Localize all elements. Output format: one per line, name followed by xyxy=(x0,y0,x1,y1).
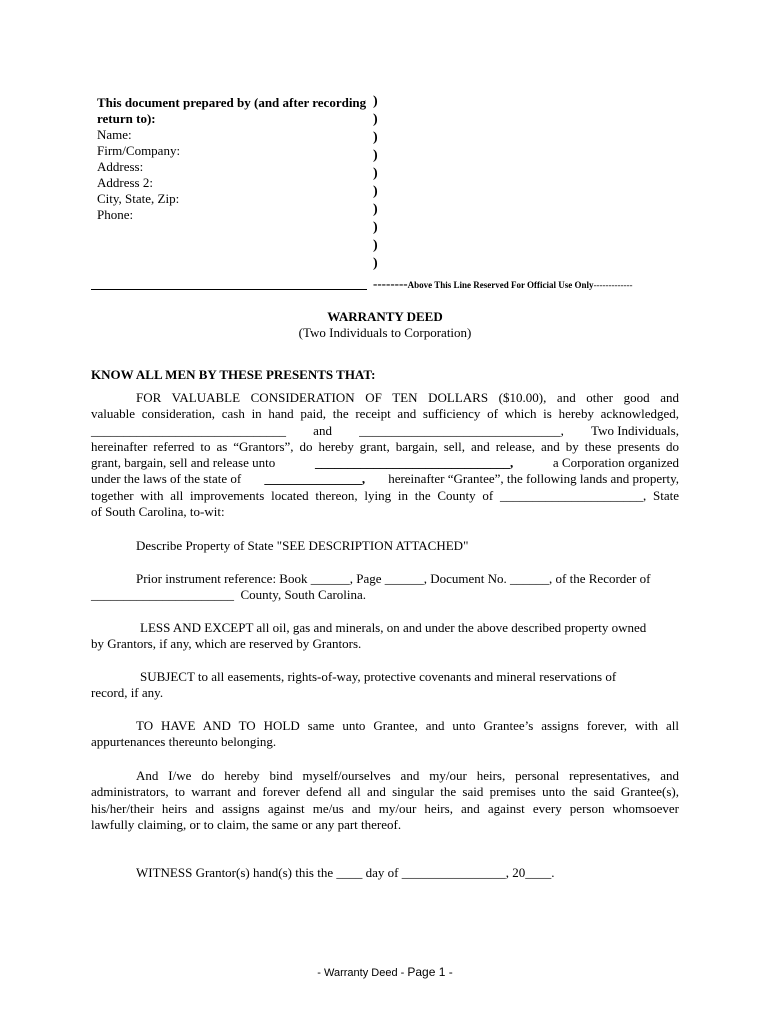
paren-mark: ) xyxy=(373,112,378,127)
witness-line: WITNESS Grantor(s) hand(s) this the ____ day of ________________, 20____. xyxy=(136,865,555,880)
paragraph-line xyxy=(91,423,679,439)
paragraph-line: his/her/their heirs and assigns against me/us and my/our heirs, and against every person whomsoever xyxy=(91,800,679,816)
grantor-2-blank: _______________________________, xyxy=(359,422,564,438)
name-field-label: Name: xyxy=(97,127,132,142)
recording-divider-line xyxy=(91,289,367,290)
consideration-paragraph xyxy=(91,390,679,520)
city-state-zip-field-label: City, State, Zip: xyxy=(97,191,180,206)
and-connector: and xyxy=(313,422,332,438)
prior-instrument-line: Prior instrument reference: Book ______, Page ______, Document No. ______, of the Recorder of xyxy=(136,571,651,586)
grantee-definition-text: hereinafter “Grantee”, the following lands and property, xyxy=(388,471,679,487)
paragraph-line: appurtenances thereunto belonging. xyxy=(91,734,277,750)
grantor-1-blank: ______________________________ xyxy=(91,422,286,438)
phone-field-label: Phone: xyxy=(97,207,134,222)
grant-unto-text: grant, bargain, sell and release unto xyxy=(91,455,276,471)
paragraph-line: FOR VALUABLE CONSIDERATION OF TEN DOLLARS ($10.00), and other good and xyxy=(136,390,679,405)
property-description: Describe Property of State "SEE DESCRIPTION ATTACHED" xyxy=(136,538,469,553)
warranty-paragraph xyxy=(91,768,679,833)
intro-heading: KNOW ALL MEN BY THESE PRESENTS THAT: xyxy=(91,367,376,382)
paren-mark: ) xyxy=(373,184,378,199)
paren-mark: ) xyxy=(373,166,378,181)
paragraph-line xyxy=(91,455,679,471)
paren-mark: ) xyxy=(373,94,378,109)
corporation-organized-text: a Corporation organized xyxy=(552,455,679,471)
page-footer xyxy=(0,965,770,979)
paragraph-line xyxy=(91,471,679,487)
prepared-by-heading: This document prepared by (and after recording xyxy=(97,95,367,110)
footer-doc-name: - Warranty Deed - xyxy=(317,967,408,979)
official-use-dashes-end: ------------- xyxy=(593,280,633,290)
firm-field-label: Firm/Company: xyxy=(97,143,181,158)
footer-page-number: Page 1 - xyxy=(407,965,453,979)
paragraph-line: valuable consideration, cash in hand paid, the receipt and sufficiency of which is hereby acknowledged, xyxy=(91,406,679,422)
address-field-label: Address: xyxy=(97,159,144,174)
paragraph-line: administrators, to warrant and forever defend all and singular the said premises unto the said Grantee(s), xyxy=(91,784,679,800)
grantee-name-blank: ______________________________, xyxy=(314,455,514,471)
less-except-line: LESS AND EXCEPT all oil, gas and minerals, on and under the above described property owned xyxy=(140,620,647,635)
prior-instrument-county: ______________________ County, South Carolina. xyxy=(91,587,367,602)
two-individuals-text: Two Individuals, xyxy=(591,422,679,438)
less-except-line: by Grantors, if any, which are reserved by Grantors. xyxy=(91,636,362,651)
paren-mark: ) xyxy=(373,202,378,217)
paragraph-line: And I/we do hereby bind myself/ourselves and my/our heirs, personal representatives, and xyxy=(136,768,679,783)
paren-mark: ) xyxy=(373,130,378,145)
address2-field-label: Address 2: xyxy=(97,175,153,190)
paren-mark: ) xyxy=(373,148,378,163)
document-title: WARRANTY DEED xyxy=(327,309,443,324)
paragraph-line: lawfully claiming, or to claim, the same or any part thereof. xyxy=(91,816,402,832)
paragraph-line: hereinafter referred to as “Grantors”, do hereby grant, bargain, sell, and release, and by these presents do xyxy=(91,438,679,454)
official-use-notice xyxy=(373,276,633,293)
habendum-paragraph xyxy=(91,718,679,751)
paragraph-line: of South Carolina, to-wit: xyxy=(91,504,225,520)
paren-mark: ) xyxy=(373,220,378,235)
subject-line: record, if any. xyxy=(91,685,164,700)
official-use-dashes: -------- xyxy=(373,276,408,291)
paren-mark: ) xyxy=(373,256,378,271)
subject-line: SUBJECT to all easements, rights-of-way, protective covenants and mineral reservations of xyxy=(140,669,617,684)
document-subtitle: (Two Individuals to Corporation) xyxy=(298,325,472,340)
prepared-by-heading-cont: return to): xyxy=(97,111,156,126)
official-use-label: Above This Line Reserved For Official Use Only xyxy=(407,280,594,290)
state-laws-text: under the laws of the state of xyxy=(91,471,242,487)
paren-mark: ) xyxy=(373,238,378,253)
bracket-column xyxy=(373,93,378,273)
paragraph-line: TO HAVE AND TO HOLD same unto Grantee, and unto Grantee’s assigns forever, with all xyxy=(136,718,679,733)
paragraph-line: together with all improvements located thereon, lying in the County of ______________________, State xyxy=(91,487,679,503)
state-blank: _______________, xyxy=(264,471,366,487)
